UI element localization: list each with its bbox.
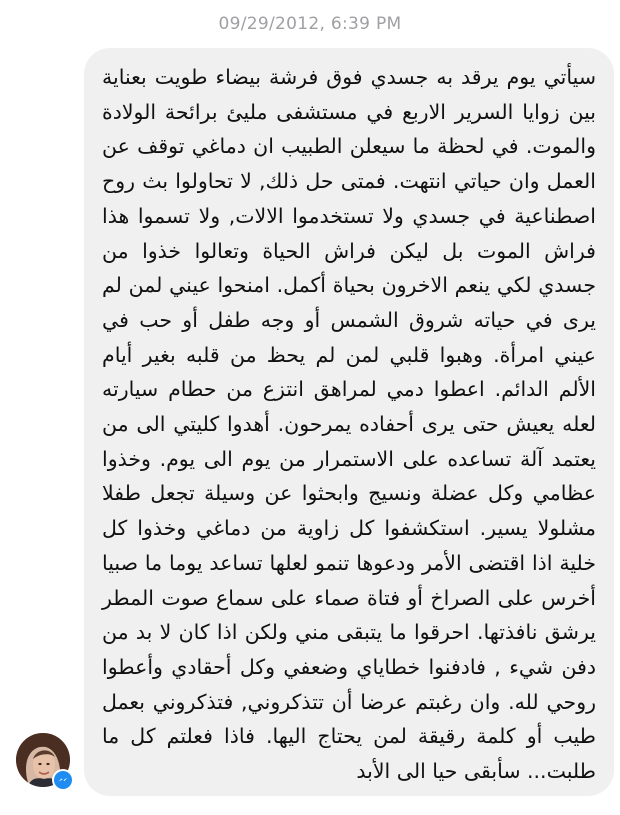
message-timestamp: 09/29/2012, 6:39 PM <box>218 14 402 34</box>
message-text: سيأتي يوم يرقد به جسدي فوق فرشة بيضاء طويت بعناية بين زوايا السرير الاربع في مستشفى مليئ برائحة الولادة والموت. في لحظة ما سيعلن الطبيب ان دماغي توقف عن العمل وان حياتي انتهت. فمتى حل ذلك, لا تحاولوا بث روح اصطناعية في جسدي ولا تستخدموا الالات, ولا تسموا هذا فراش الموت بل ليكن فراش الحياة وتعالوا خذوا من جسدي لكي ينعم الاخرون بحياة أكمل. امنحوا عيني لمن لم يرى في حياته شروق الشمس أو وجه طفل أو حب في عيني امرأة. وهبوا قلبي لمن لم يحظ من قلبه بغير أيام الألم الدائم. اعطوا دمي لمراهق انتزع من حطام سيارته لعله يعيش حتى يرى أحفاده يمرحون. أهدوا كليتي الى من يعتمد آلة تساعده على الاستمرار من يوم الى يوم. وخذوا عظامي وكل عضلة ونسيج وابحثوا عن وسيلة تجعل طفلا مشلولا يسير. استكشفوا كل زاوية من دماغي وخذوا كل خلية اذا اقتضى الأمر ودعوها تنمو لعلها تساعد يوما ما صبيا أخرس على الصراخ أو فتاة صماء على سماع صوت المطر يرشق نافذتها. احرقوا ما يتبقى مني ولكن اذا كان لا بد من دفن شيء , فادفنوا خطاياي وضعفي وكل أحقادي وأعطوا روحي لله. وان رغبتم عرضا أن تتذكروني, فتذكروني بعمل طيب أو كلمة رقيقة لمن يحتاج اليها. فاذا فعلتم كل ما طلبت... سأبقى حيا الى الأبد <box>102 65 596 784</box>
message-bubble[interactable] <box>84 48 614 796</box>
messenger-icon <box>54 771 72 789</box>
sender-avatar-group[interactable] <box>16 733 74 791</box>
messenger-badge <box>52 769 74 791</box>
